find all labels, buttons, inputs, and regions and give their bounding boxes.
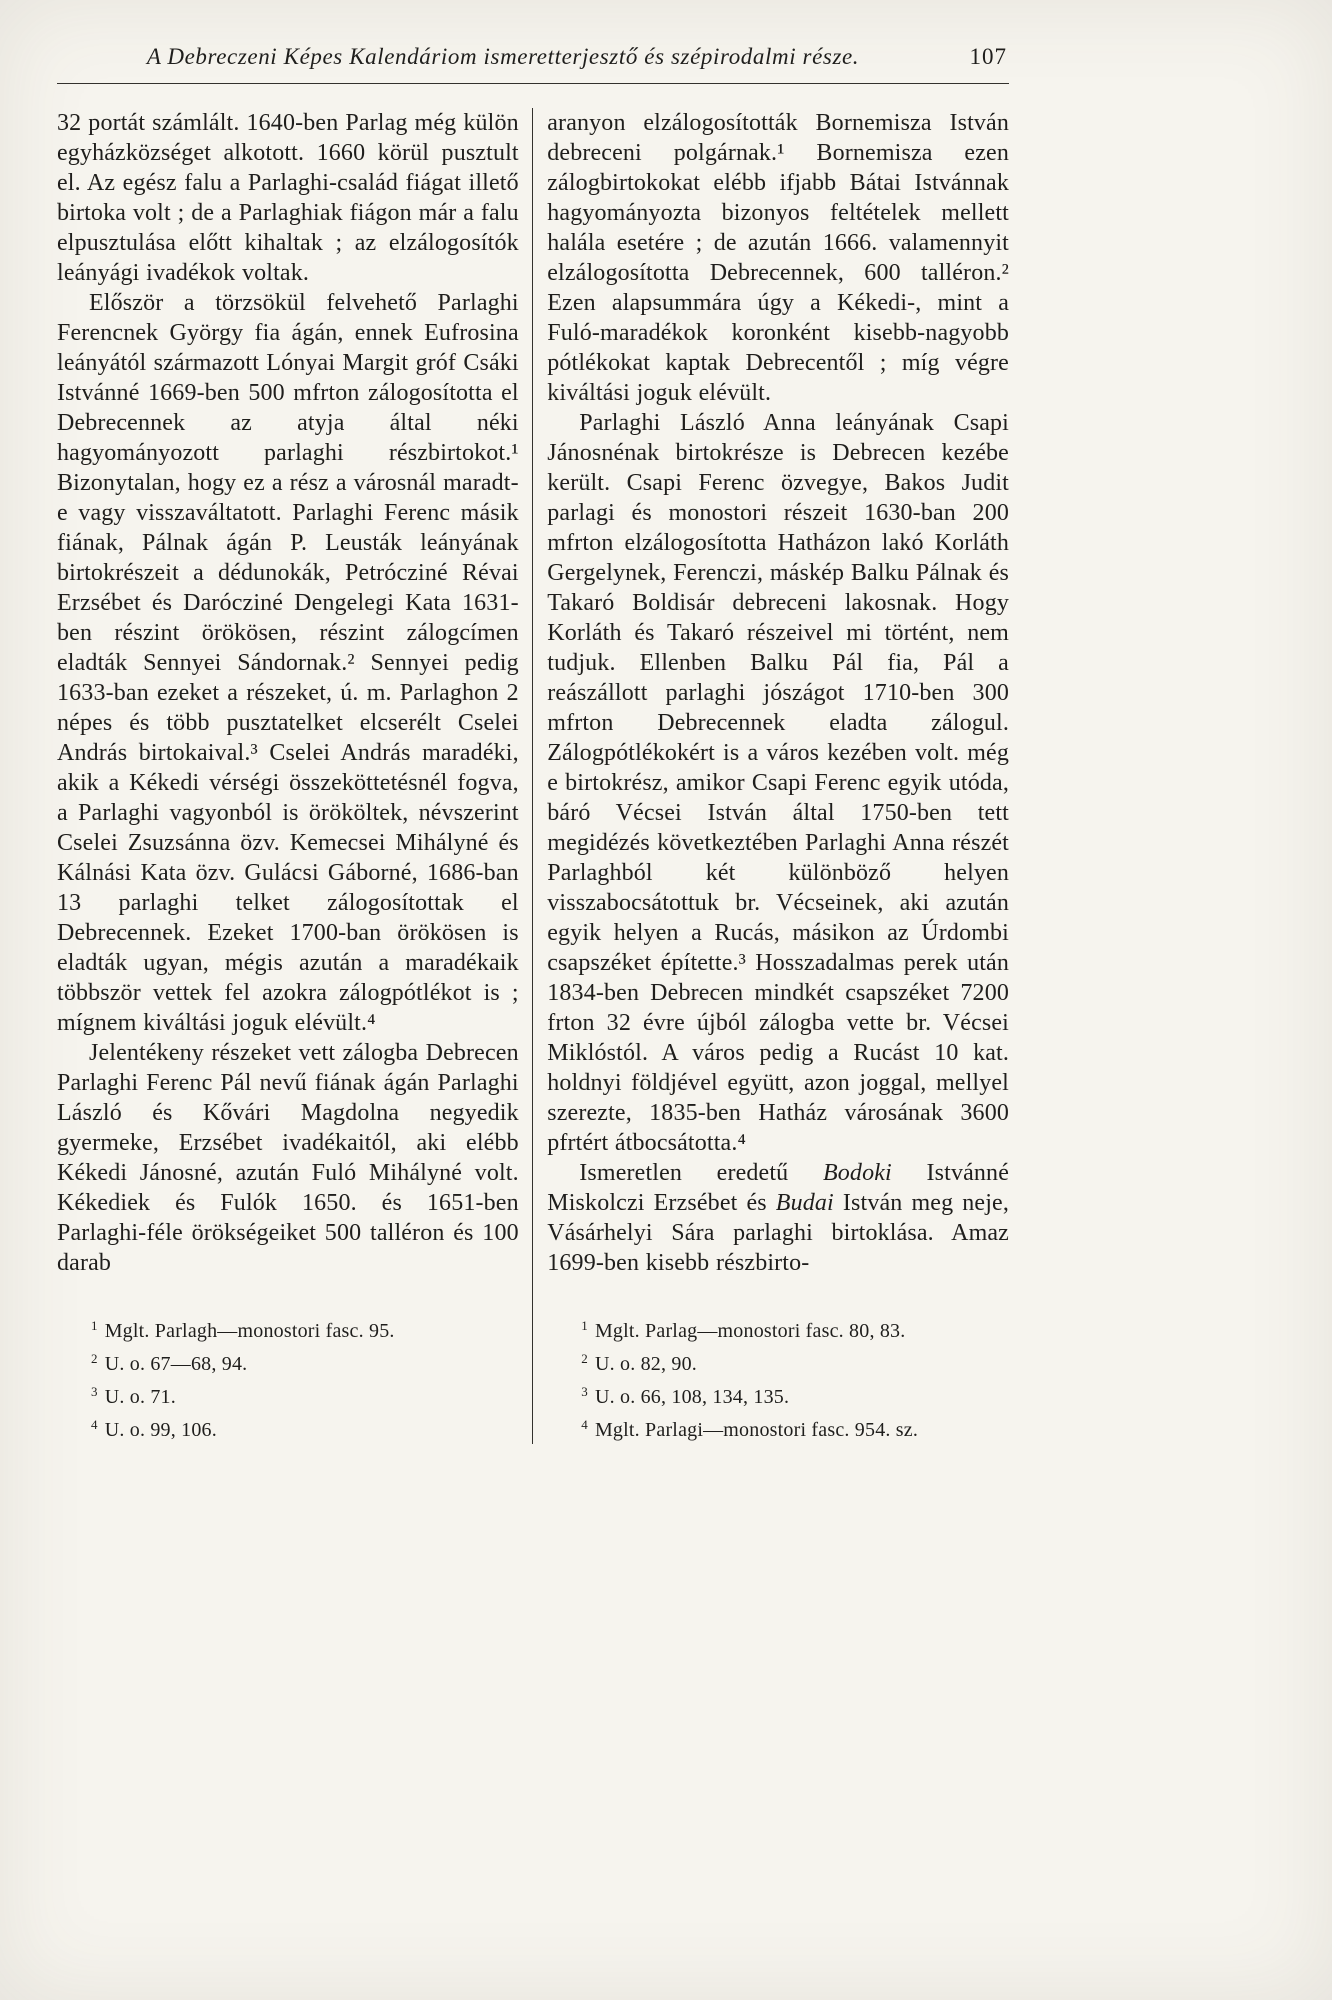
paragraph [57,108,519,288]
text-run: Jelentékeny részeket vett zálogba Debrecen Parlaghi Ferenc Pál nevű fiának ágán Parlaghi László és Kővári Magdolna negyedik gyermeke, Erzsébet ivadékaitól, aki elébb Kékedi Jánosné, azután Fuló Mihályné volt. Kékediek és Fulók 1650. és 1651-ben Parlaghi-féle örökségeiket 500 talléron és 100 darab [57,1040,519,1276]
text-run: Istvánné Miskolczi Erzsébet és [547,1160,1009,1216]
footnote [57,1345,519,1378]
left-column [57,108,532,1444]
text-columns [57,108,1009,1444]
paragraph [57,288,519,1038]
footnote-marker: 3 [91,1384,98,1399]
footnote [547,1345,1009,1378]
paragraph [57,1038,519,1278]
left-column-footnotes [57,1312,519,1444]
footnote-text: U. o. 82, 90. [594,1353,697,1375]
text-run: István meg neje, Vásárhelyi Sára parlaghi birtoklása. Amaz 1699-ben kisebb részbirto- [547,1190,1009,1276]
footnote [547,1378,1009,1411]
footnote-text: U. o. 67—68, 94. [104,1353,248,1375]
italic-text-run: Bodoki [822,1160,892,1186]
footnote-marker: 1 [91,1318,98,1333]
page-content [57,44,1009,1444]
text-run: aranyon elzálogosították Bornemisza István debreceni polgárnak.¹ Bornemisza ezen zálogbirtokokat elébb ifjabb Bátai Istvánnak hagyományozta bizonyos feltételek mellett halála esetére ; de azután 1666. valamennyit elzálogosította Debrecennek, 600 talléron.² Ezen alapsummára úgy a Kékedi-, mint a Fuló-maradékok koronként kisebb-nagyobb pótlékokat kaptak Debrecentől ; míg végre kiváltási joguk elévült. [547,110,1009,406]
footnote-marker: 2 [91,1351,98,1366]
footnote [57,1312,519,1345]
page-number: 107 [969,44,1007,69]
footnote-text: Mglt. Parlagi—monostori fasc. 954. sz. [594,1419,919,1441]
footnote-text: U. o. 99, 106. [104,1419,217,1441]
footnote [547,1411,1009,1444]
page-header [57,44,1009,84]
footnote [57,1411,519,1444]
paragraph [547,108,1009,408]
footnote [57,1378,519,1411]
text-run: Ismeretlen eredetű [579,1160,823,1186]
text-run: Először a törzsökül felvehető Parlaghi Ferencnek György fia ágán, ennek Eufrosina leányától származott Lónyai Margit gróf Csáki Istvánné 1669-ben 500 mfrton zálogosította el Debrecennek az atyja által néki hagyományozott parlaghi részbirtokot.¹ Bizonytalan, hogy ez a rész a városnál maradt-e vagy visszaváltatott. Parlaghi Ferenc másik fiának, Pálnak ágán P. Leusták leányának birtokrészeit a dédunokák, Petrócziné Révai Erzsébet és Darócziné Dengelegi Kata 1631-ben részint örökösen, részint zálogcímen eladták Sennyei Sándornak.² Sennyei pedig 1633-ban ezeket a részeket, ú. m. Parlaghon 2 népes és több pusztatelket elcserélt Cselei András birtokaival.³ Cselei András maradéki, akik a Kékedi vérségi összeköttetésnél fogva, a Parlaghi vagyonból is örököltek, névszerint Cselei Zsuzsánna özv. Kemecsei Mihályné és Kálnási Kata özv. Gulácsi Gáborné, 1686-ban 13 parlaghi telket zálogosítottak el Debrecennek. Ezeket 1700-ban örökösen is eladták ugyan, mégis azután a maradékaik többször vettek fel azokra zálogpótlékot is ; mígnem kiváltási joguk elévült.⁴ [57,290,519,1036]
footnote-text: U. o. 66, 108, 134, 135. [594,1386,790,1408]
footnote [547,1312,1009,1345]
footnote-text: Mglt. Parlag—monostori fasc. 80, 83. [594,1320,906,1342]
paragraph [547,408,1009,1158]
footnote-text: Mglt. Parlagh—monostori fasc. 95. [104,1320,395,1342]
footnote-marker: 3 [581,1384,588,1399]
footnote-marker: 1 [581,1318,588,1333]
text-run: Parlaghi László Anna leányának Csapi Jánosnénak birtokrésze is Debrecen kezébe került. Csapi Ferenc özvegye, Bakos Judit parlagi és monostori részeit 1630-ban 200 mfrton elzálogosította Hatházon lakó Korláth Gergelynek, Ferenczi, máskép Balku Pálnak és Takaró Boldisár debreceni lakosnak. Hogy Korláth és Takaró részeivel mi történt, nem tudjuk. Ellenben Balku Pál fia, Pál a reászállott parlaghi jószágot 1710-ben 300 mfrton Debrecennek eladta zálogul. Zálogpótlékokért is a város kezében volt. még e birtokrész, amikor Csapi Ferenc egyik utóda, báró Vécsei István által 1750-ben tett megidézés következtében Parlaghi Anna részét Parlaghból két különböző helyen visszabocsátottuk br. Vécseinek, aki azután egyik helyen a Rucás, másikon az Úrdombi csapszéket építette.³ Hosszadalmas perek után 1834-ben Debrecen mindkét csapszéket 7200 frton 32 évre újból zálogba vette br. Vécsei Miklóstól. A város pedig a Rucást 10 kat. holdnyi földjével együtt, azon joggal, mellyel szerezte, 1835-ben Hatház városának 3600 pfrtért átbocsátotta.⁴ [547,410,1009,1156]
text-run: 32 portát számlált. 1640-ben Parlag még külön egyházközséget alkotott. 1660 körül pusztult el. Az egész falu a Parlaghi-család fiágat illető birtoka volt ; de a Parlaghiak fiágon már a falu elpusztulása előtt kihaltak ; az elzálogosítók leányági ivadékok voltak. [57,110,519,286]
italic-text-run: Budai [775,1190,834,1216]
footnote-marker: 4 [91,1417,98,1432]
right-column-text [547,108,1009,1278]
left-column-text [57,108,519,1278]
running-title: A Debreczeni Képes Kalendáriom ismeretterjesztő és szépirodalmi része. [146,44,860,69]
footnote-marker: 2 [581,1351,588,1366]
right-column-footnotes [547,1312,1009,1444]
footnote-text: U. o. 71. [104,1386,176,1408]
footnote-marker: 4 [581,1417,588,1432]
right-column [533,108,1009,1444]
paragraph [547,1158,1009,1278]
